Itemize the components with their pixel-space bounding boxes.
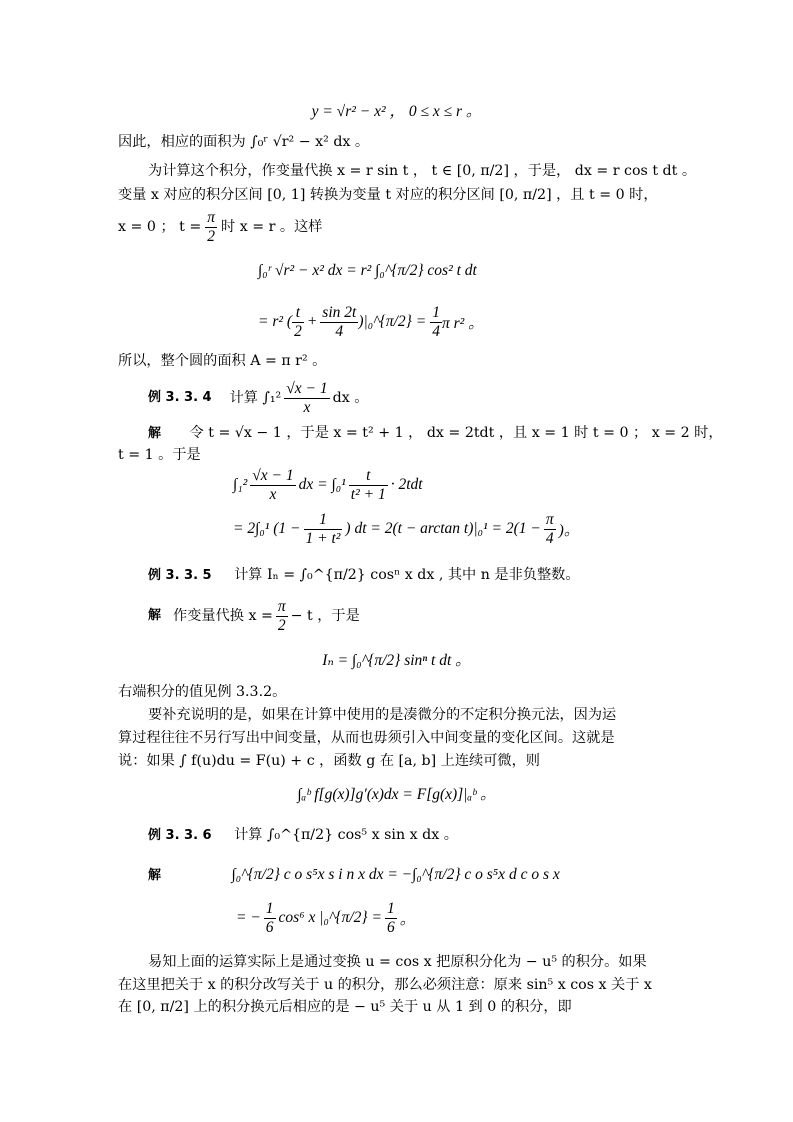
text-span: = − [236,909,261,926]
text-span: cos⁶ x |₀^{π/2} = [278,909,382,926]
example-label: 例 3. 3. 5 [148,568,212,583]
paragraph-line: 右端积分的值见例 3.3.2。 [118,684,287,700]
fraction-denominator: 2 [294,322,302,340]
solution-line [148,866,708,885]
paragraph-line: 变量 x 对应的积分区间 [0, 1] 转换为变量 t 对应的积分区间 [0, π/2] ，且 t = 0 时， [118,187,658,203]
example-label: 例 3. 3. 4 [148,390,212,405]
fraction-t-over-t2p1 [349,467,388,504]
fraction-numerator: π [277,597,286,615]
paragraph-line: 要补充说明的是，如果在计算中使用的是凑微分的不定积分换元法，因为运 [148,707,617,723]
fraction-denominator: 6 [265,918,274,936]
fraction-denominator: 1 + t² [305,529,341,547]
text-span: )。 [558,522,580,539]
text-span: 令 t = √x − 1 ，于是 x = t² + 1 ， dx = 2tdt ，且 x = 1 时 t = 0 ； x = 2 时， [189,425,723,441]
text-span: 计算 ∫₁² [229,390,282,406]
fraction-numerator: √x − 1 [286,379,328,397]
paragraph-line: 在这里把关于 x 的积分改写关于 u 的积分，那么必须注意：原来 sin⁵ x cos x 关于 x [118,977,652,993]
text-span: dx 。 [332,390,369,406]
text-span: 作变量代换 x = [173,608,273,624]
text-span: ) dt = 2(t − arctan t)|₀¹ = 2(1 − [345,520,541,537]
text-span: 时 x = r 。这样 [221,219,323,235]
paragraph-line: 易知上面的运算实际上是通过变换 u = cos x 把原积分化为 − u⁵ 的积分。如果 [148,954,647,970]
fraction-one-over-1pt2 [304,511,343,548]
fraction-numerator: √x − 1 [252,466,294,484]
fraction-denominator: 6 [386,918,395,936]
text-span: · 2tdt [390,476,423,493]
fraction-pi-over-2 [205,209,217,246]
example-3-3-4-heading [148,380,708,416]
solution-label: 解 [148,426,162,441]
equation-result-3-3-4 [233,508,579,550]
paragraph-line: 说：如果 ∫ f(u)du = F(u) + c ，函数 g 在 [a, b] 上连续可微，则 [118,753,540,769]
text-span: ∫₀^{π/2} c o s⁵x s i n x dx = −∫₀^{π/2} c o s⁵x d c o s x [231,866,560,883]
solution-line [148,424,723,443]
text-span: = 2∫₀¹ (1 − [233,520,301,537]
fraction-numerator: 1 [304,511,343,530]
fraction-one-over-4 [430,304,442,341]
fraction-numerator: π [207,208,216,226]
text-span: − t ，于是 [290,608,360,624]
paragraph-line: t = 1 。于是 [118,447,201,463]
text-span: π r² 。 [441,315,484,332]
fraction-denominator: 4 [545,529,554,547]
text-span: x = 0 ； t = [118,219,202,235]
fraction-denominator: 2 [277,616,286,634]
fraction-one-over-6 [264,900,276,937]
equation-result-3-3-6 [236,896,415,940]
solution-label: 解 [148,868,162,883]
fraction-one-over-6 [385,900,397,937]
equation-semicircle: y = √r² − x² ， 0 ≤ x ≤ r 。 [311,103,482,120]
equation-result [258,300,484,344]
paragraph-line: 算过程往往不另行写出中间变量，从而也毋须引入中间变量的变化区间。这就是 [118,730,615,746]
fraction-sin2t-over-4 [320,304,358,341]
fraction-denominator: t² + 1 [350,485,386,503]
fraction-numerator: 1 [432,303,440,321]
fraction-t-over-2 [292,304,304,341]
solution-label: 解 [148,608,162,623]
paragraph-line: 为计算这个积分，作变量代换 x = r sin t ， t ∈ [0, π/2] ，于是， dx = r cos t dt 。 [148,163,697,179]
fraction-numerator: sin 2t [322,303,357,321]
fraction-numerator: t [349,467,388,486]
paragraph-line: 所以，整个圆的面积 A = π r² 。 [118,353,327,369]
example-3-3-5-heading [148,566,708,585]
fraction-numerator: t [292,304,304,323]
fraction-sqrt-over-x [284,380,329,417]
fraction-pi-over-2 [276,598,288,635]
paragraph-line [118,210,678,244]
text-span: 计算 ∫₀^{π/2} cos⁵ x sin x dx 。 [234,827,458,843]
fraction-denominator: x [269,485,277,503]
equation-integral-3-3-4 [233,464,423,506]
equation-substitution-rule: ∫ₐᵇ f[g(x)]g′(x)dx = F[g(x)]|ₐᵇ 。 [297,786,496,803]
text-span: = r² ( [258,313,293,330]
fraction-numerator: 1 [265,899,274,917]
solution-line [148,598,708,634]
text-span: ∫₁² [233,476,248,493]
fraction-sqrt-over-x [250,467,295,504]
fraction-denominator: 2 [207,227,215,245]
fraction-numerator: 1 [386,899,395,917]
paragraph-line: 因此，相应的面积为 ∫₀ʳ √r² − x² dx 。 [118,134,370,150]
text-span: dx = ∫₀¹ [298,476,346,493]
fraction-denominator: 4 [432,322,440,340]
fraction-pi-over-4 [544,511,556,548]
fraction-numerator: π [545,510,554,528]
text-span: 。 [399,911,416,928]
fraction-denominator: x [303,398,311,416]
plus-sign: + [306,313,318,330]
fraction-denominator: 4 [335,322,344,340]
text-span: 计算 Iₙ = ∫₀^{π/2} cosⁿ x dx , 其中 n 是非负整数。 [234,567,580,583]
paragraph-line: 在 [0, π/2] 上的积分换元后相应的是 − u⁵ 关于 u 从 1 到 0 的积分，即 [118,999,572,1015]
text-span: )|₀^{π/2} = [358,313,427,330]
equation-integral-substitution: ∫₀ʳ √r² − x² dx = r² ∫₀^{π/2} cos² t dt [258,262,477,279]
example-3-3-6-heading [148,826,708,845]
equation-In-sin: Iₙ = ∫₀^{π/2} sinⁿ t dt 。 [322,652,471,669]
example-label: 例 3. 3. 6 [148,828,212,843]
